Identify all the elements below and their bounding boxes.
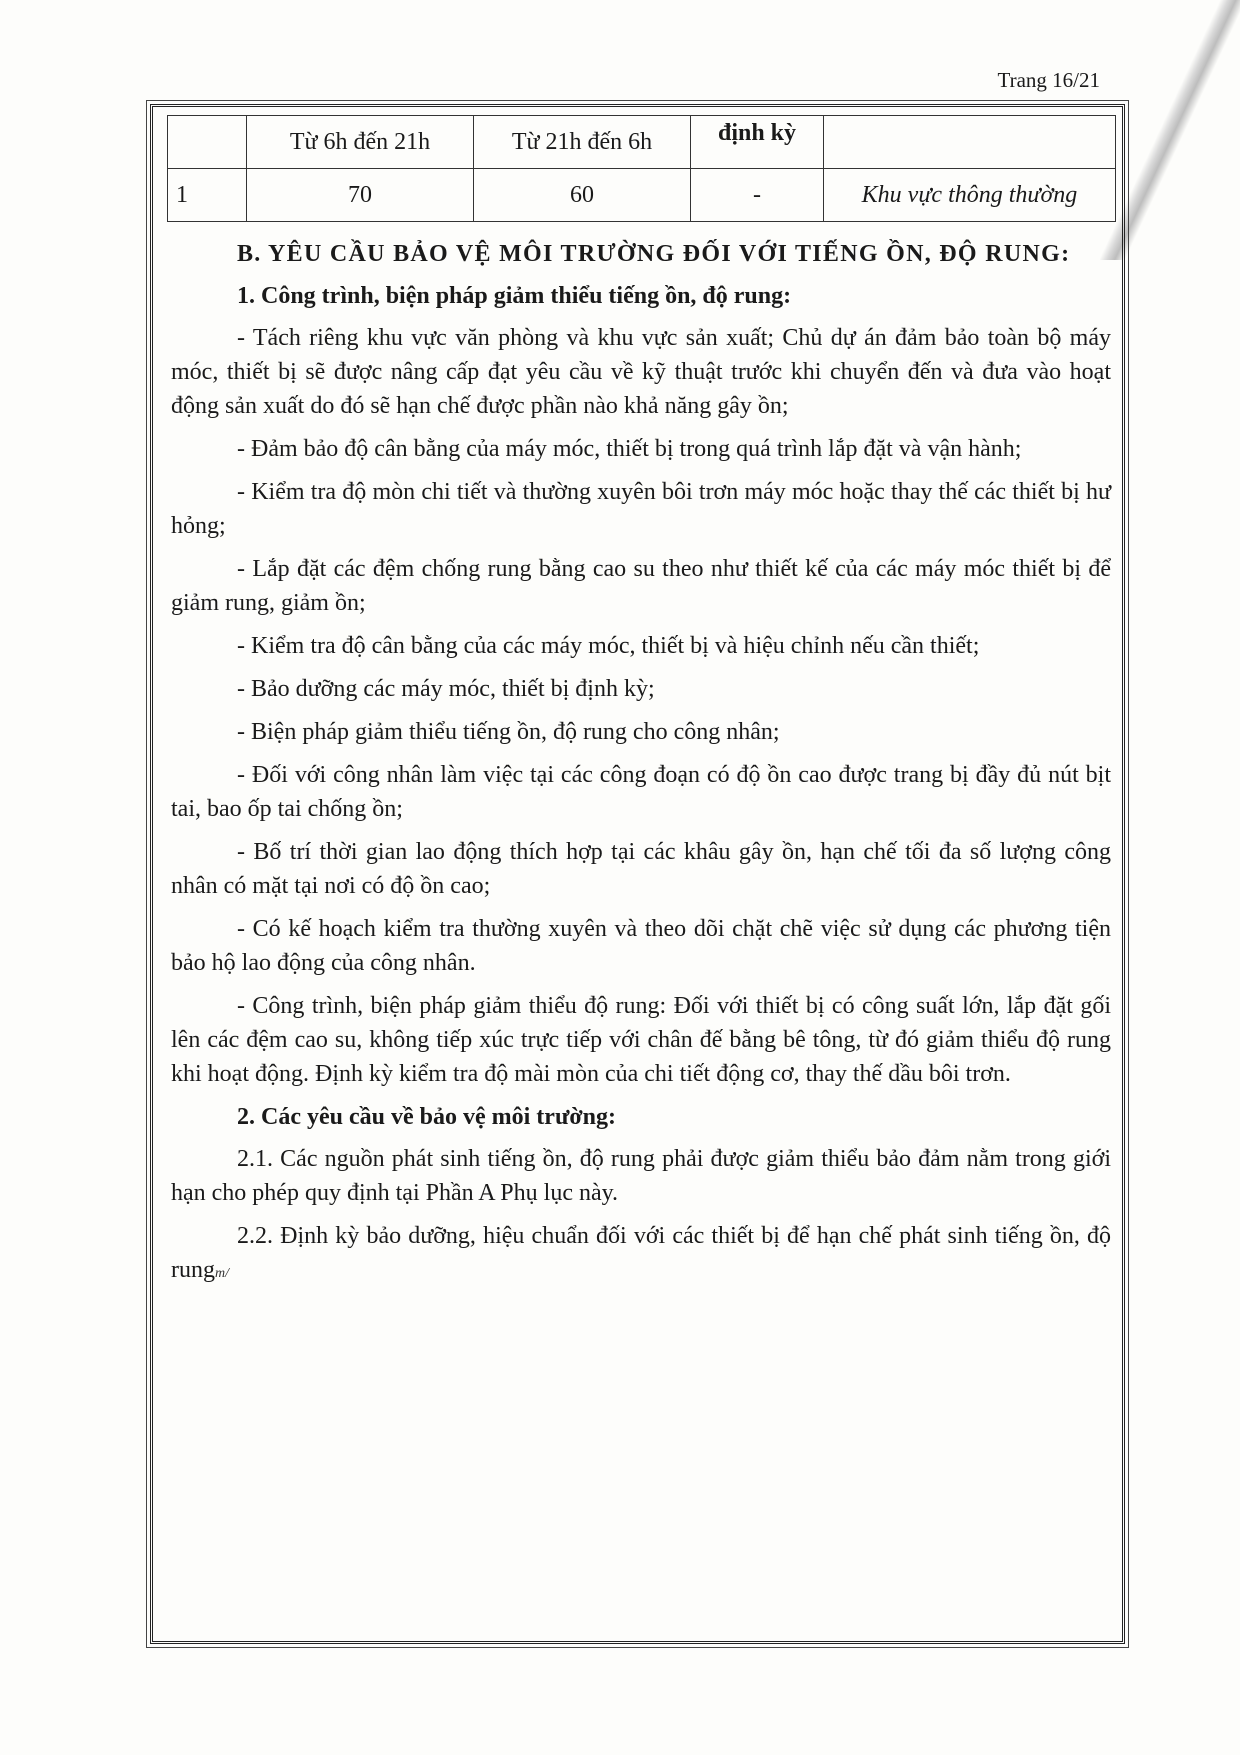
- list-item: - Kiểm tra độ mòn chi tiết và thường xuyên bôi trơn máy móc hoặc thay thế các thiết bị hư hỏng;: [171, 479, 1111, 539]
- subsection-heading-2: 2. Các yêu cầu về bảo vệ môi trường:: [237, 1104, 616, 1130]
- section-heading: B. YÊU CẦU BẢO VỆ MÔI TRƯỜNG ĐỐI VỚI TIẾNG ỒN, ĐỘ RUNG:: [237, 241, 1071, 267]
- list-item: - Tách riêng khu vực văn phòng và khu vực sản xuất; Chủ dự án đảm bảo toàn bộ máy móc, thiết bị sẽ được nâng cấp đạt yêu cầu về kỹ thuật trước khi chuyển đến và đưa vào hoạt động sản xuất do đó sẽ hạn chế được phần nào khả năng gây ồn;: [171, 325, 1111, 419]
- table-cell: 60: [474, 169, 691, 222]
- list-item: - Bố trí thời gian lao động thích hợp tại các khâu gây ồn, hạn chế tối đa số lượng công nhân có mặt tại nơi có độ ồn cao;: [171, 839, 1111, 899]
- table-cell: [168, 116, 247, 169]
- subsection-heading-1: 1. Công trình, biện pháp giảm thiểu tiếng ồn, độ rung:: [237, 283, 792, 309]
- requirement-2-2: [171, 1219, 1111, 1291]
- table-cell: Từ 21h đến 6h: [474, 116, 691, 169]
- requirement-2-1: 2.1. Các nguồn phát sinh tiếng ồn, độ rung phải được giảm thiểu bảo đảm nằm trong giới hạn cho phép quy định tại Phần A Phụ lục này.: [171, 1146, 1111, 1206]
- table-cell: định kỳ: [691, 116, 824, 169]
- list-item: - Đối với công nhân làm việc tại các công đoạn có độ ồn cao được trang bị đầy đủ nút bịt tai, bao ốp tai chống ồn;: [171, 762, 1111, 822]
- list-item: - Biện pháp giảm thiểu tiếng ồn, độ rung cho công nhân;: [237, 719, 780, 745]
- noise-limit-table: [167, 115, 1116, 222]
- table-cell: -: [691, 169, 824, 222]
- page-number: Trang 16/21: [997, 68, 1100, 92]
- list-item: - Có kế hoạch kiểm tra thường xuyên và theo dõi chặt chẽ việc sử dụng các phương tiện bảo hộ lao động của công nhân.: [171, 916, 1111, 976]
- table-row: [168, 116, 1116, 169]
- initial-mark: m/: [215, 1266, 229, 1281]
- document-body: [171, 229, 1111, 1300]
- list-item: - Lắp đặt các đệm chống rung bằng cao su theo như thiết kế của các máy móc thiết bị để giảm rung, giảm ồn;: [171, 556, 1111, 616]
- requirement-2-2-text: 2.2. Định kỳ bảo dưỡng, hiệu chuẩn đối với các thiết bị để hạn chế phát sinh tiếng ồn, độ rung: [171, 1223, 1111, 1283]
- list-item: - Kiểm tra độ cân bằng của các máy móc, thiết bị và hiệu chỉnh nếu cần thiết;: [237, 633, 980, 659]
- table-cell: 70: [247, 169, 474, 222]
- table-row: [168, 169, 1116, 222]
- document-frame: [150, 104, 1125, 1644]
- table-cell: Khu vực thông thường: [824, 169, 1116, 222]
- list-item: - Bảo dưỡng các máy móc, thiết bị định kỳ;: [237, 676, 655, 702]
- table-cell: [824, 116, 1116, 169]
- table-cell: 1: [168, 169, 247, 222]
- list-item: - Đảm bảo độ cân bằng của máy móc, thiết bị trong quá trình lắp đặt và vận hành;: [237, 436, 1022, 462]
- table-cell: Từ 6h đến 21h: [247, 116, 474, 169]
- list-item: - Công trình, biện pháp giảm thiểu độ rung: Đối với thiết bị có công suất lớn, lắp đặt gối lên các đệm cao su, không tiếp xúc trực tiếp với chân đế bằng bê tông, từ đó giảm thiểu độ rung khi hoạt động. Định kỳ kiểm tra độ mài mòn của chi tiết động cơ, thay thế dầu bôi trơn.: [171, 993, 1111, 1087]
